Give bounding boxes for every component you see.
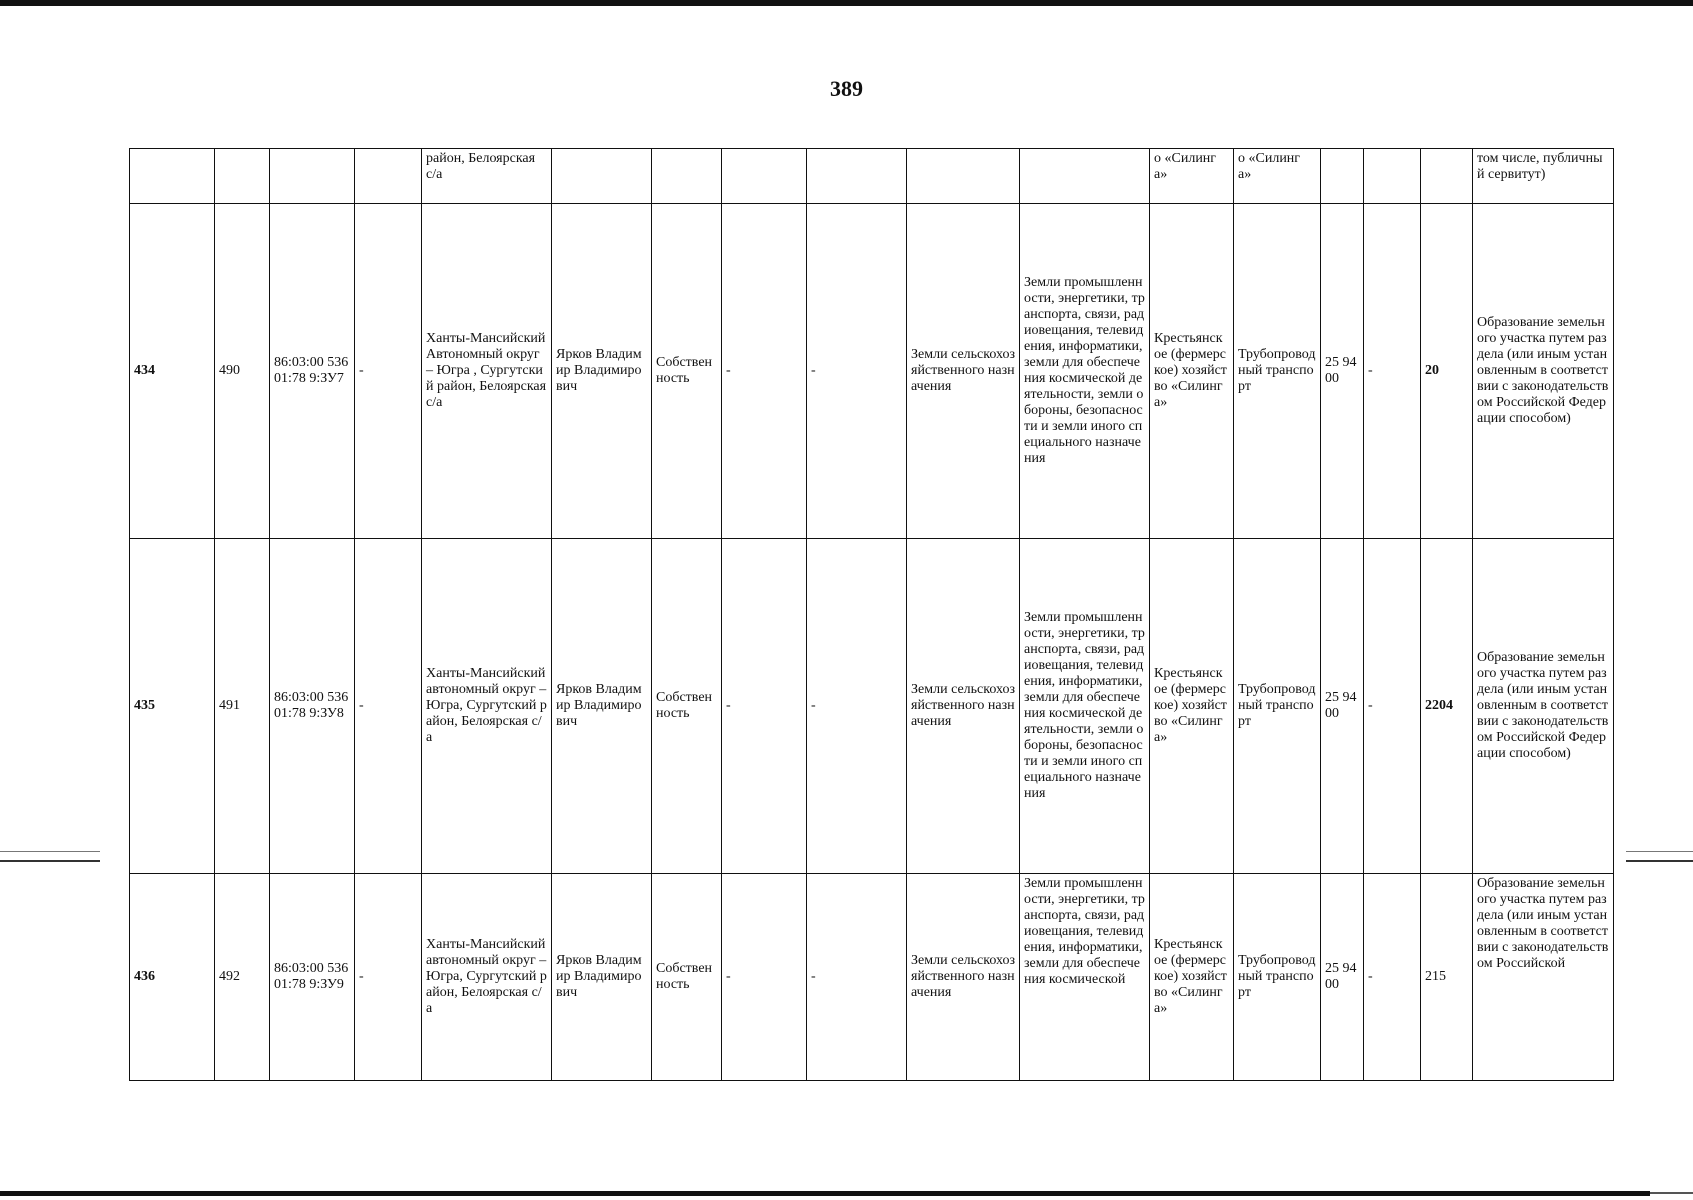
bottom-border-rule [1650,1192,1693,1194]
area-cell: 20 [1421,204,1473,539]
note-text: Образование земельного участка путем раздела (или иным установленным в соответствии с законодательством Российской [1477,876,1609,971]
land-register-table [129,148,1614,1081]
cadastral-number-cell: 86:03:00 53601:78 9:ЗУ7 [270,204,355,539]
code-cell: 25 94 00 [1321,204,1364,539]
note-cell: том числе, публичный сервитут) [1473,149,1614,204]
area-cell: 2204 [1421,539,1473,874]
purpose-cell: о «Силинг а» [1234,149,1321,204]
bottom-border-rule [0,1191,1650,1196]
table-row [130,539,1614,874]
category-cell: Земли сельскохозяйственного назначения [907,539,1020,874]
code-cell: 25 94 00 [1321,539,1364,874]
holder-cell: Крестьянское (фермерское) хозяйство «Силинга» [1150,204,1234,539]
dash-cell: - [1364,874,1421,1081]
table-cell [270,149,355,204]
address-cell: Ханты-Мансийский Автономный округ – Югра , Сургутский район, Белоярская с/а [422,204,552,539]
scan-mark-right [1626,860,1693,862]
table-cell [722,149,807,204]
table-row [130,874,1614,1081]
plot-number-cell: 491 [215,539,270,874]
dash-cell: - [807,204,907,539]
continuation-row [130,149,1614,204]
dash-cell: - [1364,539,1421,874]
dash-cell: - [807,539,907,874]
area-cell: 215 [1421,874,1473,1081]
note-cell: Образование земельного участка путем раздела (или иным установленным в соответствии с законодательством Российской Федерации способом) [1473,539,1614,874]
row-number-cell: 436 [130,874,215,1081]
table-cell [552,149,652,204]
address-cell: Ханты-Мансийский автономный округ – Югра, Сургутский район, Белоярская с/а [422,539,552,874]
address-cell: район, Белоярская с/а [422,149,552,204]
table-cell [1364,149,1421,204]
right-type-cell: Собственность [652,204,722,539]
table-cell [907,149,1020,204]
table-cell [652,149,722,204]
purpose-cell: Трубопроводный транспорт [1234,539,1321,874]
plot-number-cell: 492 [215,874,270,1081]
owner-cell: Ярков Владимир Владимирович [552,874,652,1081]
code-cell: 25 94 00 [1321,874,1364,1081]
plot-number-cell: 490 [215,204,270,539]
owner-cell: Ярков Владимир Владимирович [552,204,652,539]
page-number: 389 [830,76,863,101]
table-cell [215,149,270,204]
new-category-cell: Земли промышленности, энергетики, транспорта, связи, радиовещания, телевидения, информатики, земли для обеспечения космической деятельности, земли обороны, безопасности и земли иного специального назначения [1020,539,1150,874]
table-cell [1020,149,1150,204]
holder-cell: о «Силинг а» [1150,149,1234,204]
row-number-cell: 434 [130,204,215,539]
new-category-cell: Земли промышленности, энергетики, транспорта, связи, радиовещания, телевидения, информатики, земли для обеспечения космической деятельности, земли обороны, безопасности и земли иного специального назначения [1020,204,1150,539]
address-cell: Ханты-Мансийский автономный округ – Югра, Сургутский район, Белоярская с/а [422,874,552,1081]
new-category-cell [1020,874,1150,1081]
note-cell [1473,874,1614,1081]
category-cell: Земли сельскохозяйственного назначения [907,204,1020,539]
table-row [130,204,1614,539]
dash-cell: - [355,874,422,1081]
purpose-cell: Трубопроводный транспорт [1234,204,1321,539]
table-cell [1421,149,1473,204]
right-type-cell: Собственность [652,874,722,1081]
dash-cell: - [722,204,807,539]
row-number-cell: 435 [130,539,215,874]
scan-mark-left [0,851,100,852]
table-cell [807,149,907,204]
right-type-cell: Собственность [652,539,722,874]
holder-cell: Крестьянское (фермерское) хозяйство «Силинга» [1150,539,1234,874]
dash-cell: - [355,204,422,539]
dash-cell: - [1364,204,1421,539]
cadastral-number-cell: 86:03:00 53601:78 9:ЗУ9 [270,874,355,1081]
category-cell: Земли сельскохозяйственного назначения [907,874,1020,1081]
scan-mark-left [0,860,100,862]
purpose-cell: Трубопроводный транспорт [1234,874,1321,1081]
cadastral-number-cell: 86:03:00 53601:78 9:ЗУ8 [270,539,355,874]
table-cell [355,149,422,204]
dash-cell: - [355,539,422,874]
table-cell [1321,149,1364,204]
note-cell: Образование земельного участка путем раздела (или иным установленным в соответствии с законодательством Российской Федерации способом) [1473,204,1614,539]
table-cell [130,149,215,204]
dash-cell: - [722,874,807,1081]
dash-cell: - [722,539,807,874]
scan-mark-right [1626,851,1693,852]
top-border-rule [0,0,1693,6]
holder-cell: Крестьянское (фермерское) хозяйство «Силинга» [1150,874,1234,1081]
owner-cell: Ярков Владимир Владимирович [552,539,652,874]
new-category-text: Земли промышленности, энергетики, транспорта, связи, радиовещания, телевидения, информатики, земли для обеспечения космической [1024,876,1145,987]
dash-cell: - [807,874,907,1081]
